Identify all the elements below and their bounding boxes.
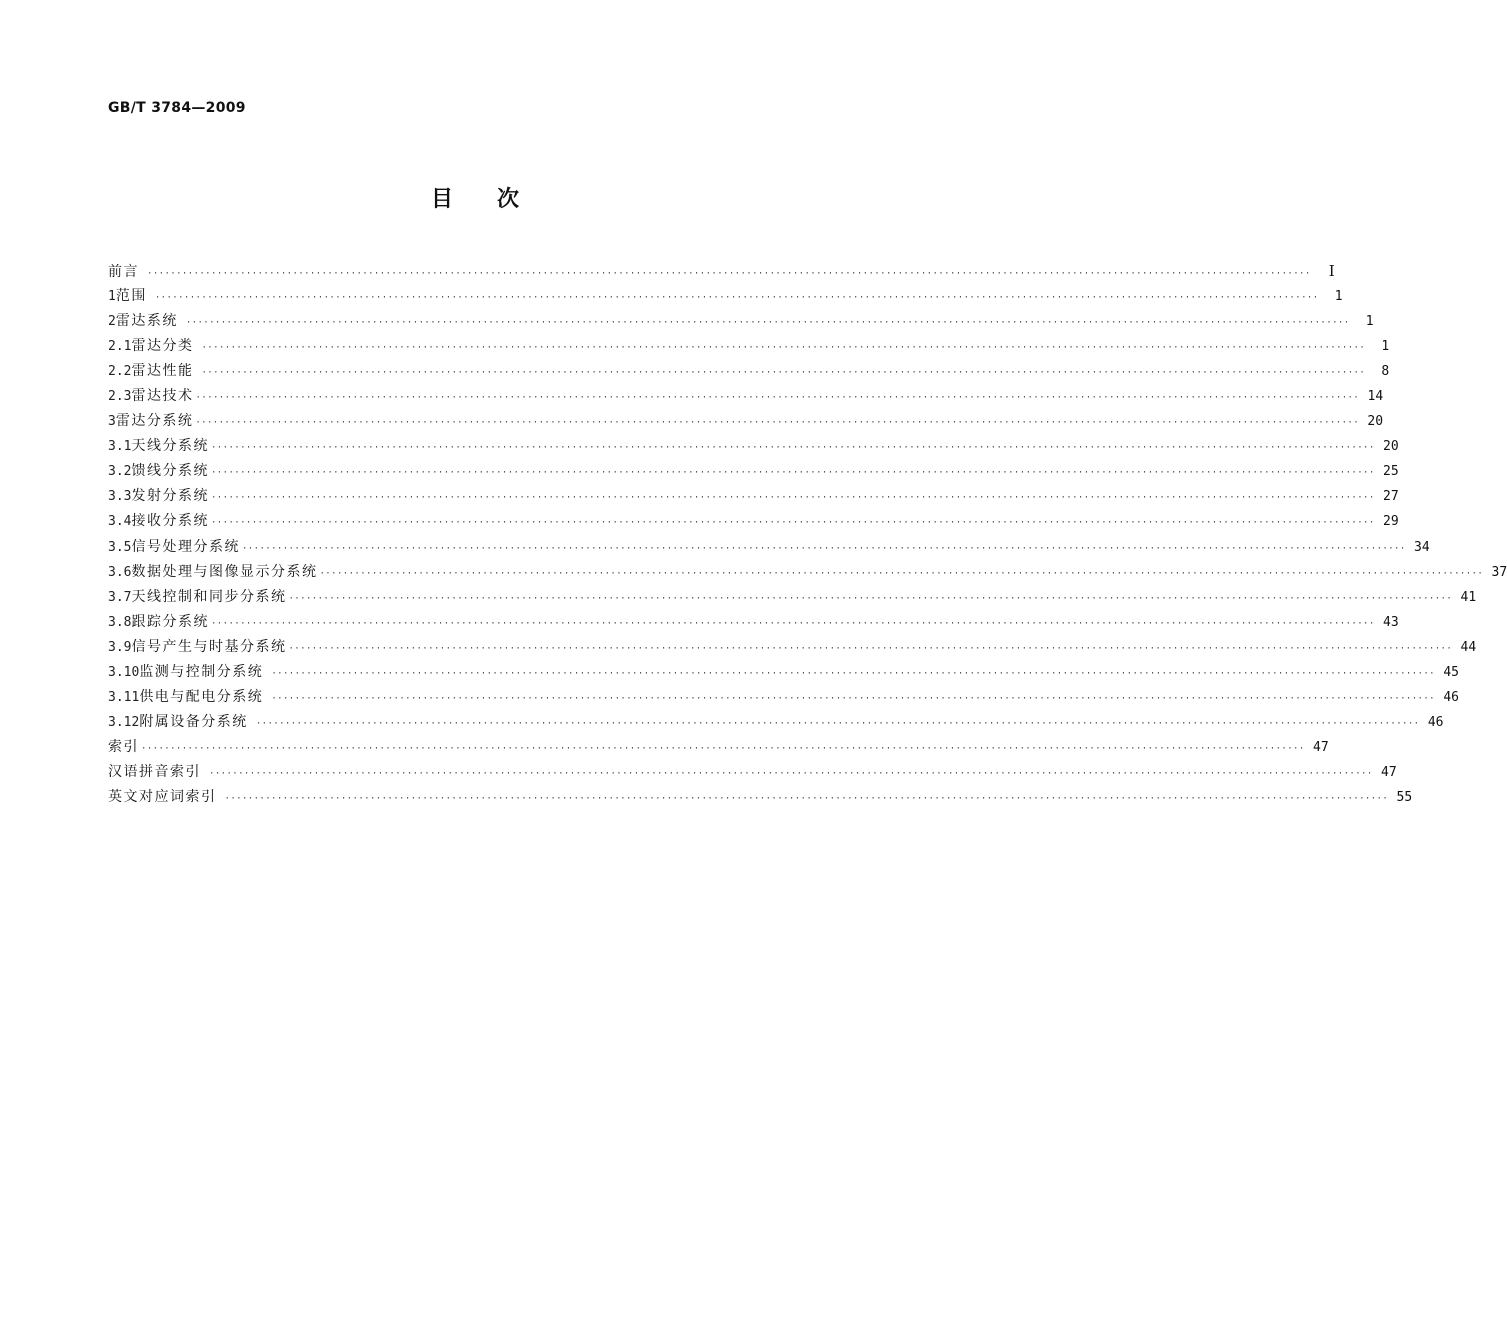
dot-leader: ········································································································································································································ bbox=[185, 318, 1350, 329]
toc-entry-page: 29 bbox=[1383, 514, 1399, 530]
toc-entry-label: 汉语拼音索引 bbox=[108, 763, 201, 780]
toc-entry-page: 20 bbox=[1367, 414, 1384, 430]
toc-entry-number: 3.5 bbox=[108, 539, 132, 555]
toc-entry-3-7[interactable] bbox=[108, 585, 1477, 610]
toc-entry-label: 发射分系统 bbox=[131, 488, 209, 505]
toc-entry-page: 45 bbox=[1443, 664, 1460, 680]
dot-leader: ········································································································································································································ bbox=[210, 518, 1375, 529]
toc-entry-label: 接收分系统 bbox=[131, 513, 209, 530]
toc-entry-page: 14 bbox=[1367, 389, 1384, 405]
toc-entry-number: 3.1 bbox=[108, 439, 132, 455]
toc-entry-page: 1 bbox=[1334, 289, 1343, 305]
toc-entry-2-1[interactable] bbox=[108, 334, 1390, 359]
toc-entry-label: 索引 bbox=[108, 738, 139, 755]
dot-leader: ········································································································································································································ bbox=[319, 568, 1484, 579]
toc-entry-label: 信号产生与时基分系统 bbox=[131, 638, 287, 655]
toc-entry-number: 3.12 bbox=[108, 714, 140, 730]
toc-entry-page: 43 bbox=[1383, 614, 1399, 630]
toc-entry-label: 雷达分系统 bbox=[115, 413, 194, 430]
toc-entry-label: 前言 bbox=[108, 264, 139, 280]
dot-leader: ········································································································································································································ bbox=[201, 368, 1366, 379]
dot-leader: ········································································································································································································ bbox=[210, 468, 1375, 479]
toc-entry-label: 天线分系统 bbox=[131, 438, 209, 455]
toc-entry-page: 1 bbox=[1381, 339, 1390, 355]
toc-entry-number: 3.4 bbox=[108, 514, 132, 530]
dot-leader: ········································································································································································································ bbox=[255, 718, 1420, 729]
dot-leader: ········································································································································································································ bbox=[141, 743, 1305, 754]
dot-leader: ········································································································································································································ bbox=[288, 593, 1453, 604]
toc-entry-page: 46 bbox=[1443, 689, 1460, 705]
dot-leader: ········································································································································································································ bbox=[195, 418, 1360, 429]
toc-entry-3-12[interactable] bbox=[108, 710, 1444, 735]
dot-leader: ········································································································································································································ bbox=[195, 393, 1360, 404]
toc-entry-pinyin-index[interactable] bbox=[108, 760, 1397, 785]
dot-leader: ········································································································································································································ bbox=[241, 543, 1406, 554]
toc-entry-label: 英文对应词索引 bbox=[108, 788, 217, 805]
toc-entry-page: 25 bbox=[1383, 464, 1399, 480]
dot-leader: ········································································································································································································ bbox=[210, 443, 1375, 454]
toc-entry-number: 3.2 bbox=[108, 464, 132, 480]
toc-entry-page: 47 bbox=[1381, 764, 1397, 780]
toc-entry-label: 天线控制和同步分系统 bbox=[131, 588, 287, 605]
toc-entry-1[interactable] bbox=[108, 284, 1343, 309]
toc-entry-number: 3.9 bbox=[108, 639, 132, 655]
toc-entry-number: 3.10 bbox=[108, 664, 140, 680]
dot-leader: ········································································································································································································ bbox=[210, 493, 1375, 504]
toc-entry-number: 2.2 bbox=[108, 364, 132, 380]
toc-entry-3-8[interactable] bbox=[108, 610, 1399, 635]
dot-leader: ········································································································································································································ bbox=[288, 643, 1453, 654]
toc-entry-number: 3.6 bbox=[108, 564, 132, 580]
dot-leader: ········································································································································································································ bbox=[154, 293, 1319, 304]
toc-title: 目次 bbox=[430, 187, 563, 212]
dot-leader: ········································································································································································································ bbox=[224, 793, 1389, 804]
dot-leader: ········································································································································································································ bbox=[209, 768, 1373, 779]
toc-entry-3-11[interactable] bbox=[108, 685, 1460, 710]
toc-entry-number: 2.1 bbox=[108, 339, 132, 355]
dot-leader: ········································································································································································································ bbox=[271, 668, 1436, 679]
toc-entry-label: 跟踪分系统 bbox=[131, 613, 209, 630]
toc-entry-number: 2.3 bbox=[108, 389, 132, 405]
dot-leader: ········································································································································································································ bbox=[201, 343, 1366, 354]
toc-entry-index[interactable] bbox=[108, 735, 1329, 760]
dot-leader: ········································································································································································································ bbox=[210, 618, 1375, 629]
toc-entry-label: 信号处理分系统 bbox=[131, 538, 240, 555]
toc-entry-label: 馈线分系统 bbox=[131, 463, 209, 480]
toc-entry-label: 雷达分类 bbox=[131, 338, 194, 355]
toc-entry-2-2[interactable] bbox=[108, 359, 1390, 384]
toc-entry-3-5[interactable] bbox=[108, 535, 1430, 560]
toc-entry-page: 41 bbox=[1460, 589, 1477, 605]
toc-entry-3-2[interactable] bbox=[108, 459, 1399, 484]
toc-entry-preface[interactable] bbox=[108, 259, 1335, 284]
toc-entry-number: 3.3 bbox=[108, 489, 132, 505]
toc-entry-2[interactable] bbox=[108, 309, 1374, 334]
toc-entry-3-6[interactable] bbox=[108, 560, 1507, 585]
toc-entry-page: 34 bbox=[1414, 539, 1430, 555]
toc-entry-page: 46 bbox=[1427, 714, 1444, 730]
toc-entry-page: 8 bbox=[1381, 364, 1390, 380]
toc-entry-label: 附属设备分系统 bbox=[139, 713, 248, 730]
toc-entry-label: 监测与控制分系统 bbox=[139, 663, 264, 680]
toc-entry-label: 雷达系统 bbox=[115, 313, 178, 330]
toc-entry-number: 3.8 bbox=[108, 614, 132, 630]
toc-entry-english-index[interactable] bbox=[108, 785, 1413, 810]
toc-entry-3-9[interactable] bbox=[108, 635, 1477, 660]
standard-code: GB/T 3784—2009 bbox=[108, 100, 246, 116]
toc-entry-label: 范围 bbox=[115, 288, 147, 305]
dot-leader: ········································································································································································································ bbox=[147, 269, 1311, 279]
toc-entry-page: 37 bbox=[1491, 564, 1507, 580]
toc-entry-label: 数据处理与图像显示分系统 bbox=[131, 563, 318, 580]
toc-entry-number: 3 bbox=[108, 414, 116, 430]
toc-entry-3[interactable] bbox=[108, 409, 1384, 434]
toc-entry-2-3[interactable] bbox=[108, 384, 1384, 409]
table-of-contents bbox=[108, 259, 1507, 810]
toc-entry-number: 3.11 bbox=[108, 689, 140, 705]
toc-entry-3-1[interactable] bbox=[108, 434, 1399, 459]
toc-entry-3-10[interactable] bbox=[108, 660, 1460, 685]
toc-entry-number: 1 bbox=[108, 289, 116, 305]
toc-entry-number: 3.7 bbox=[108, 589, 132, 605]
toc-entry-number: 2 bbox=[108, 314, 116, 330]
toc-entry-3-3[interactable] bbox=[108, 484, 1399, 509]
toc-entry-page: 1 bbox=[1365, 314, 1374, 330]
dot-leader: ········································································································································································································ bbox=[271, 693, 1436, 704]
toc-entry-page: Ⅰ bbox=[1328, 262, 1335, 280]
toc-entry-page: 44 bbox=[1460, 639, 1477, 655]
toc-entry-page: 55 bbox=[1396, 789, 1413, 805]
toc-entry-page: 20 bbox=[1383, 439, 1399, 455]
toc-entry-label: 雷达技术 bbox=[131, 388, 194, 405]
toc-entry-label: 供电与配电分系统 bbox=[139, 688, 264, 705]
toc-entry-3-4[interactable] bbox=[108, 509, 1399, 534]
toc-entry-page: 27 bbox=[1383, 489, 1399, 505]
toc-entry-label: 雷达性能 bbox=[131, 363, 194, 380]
toc-entry-page: 47 bbox=[1313, 739, 1329, 755]
